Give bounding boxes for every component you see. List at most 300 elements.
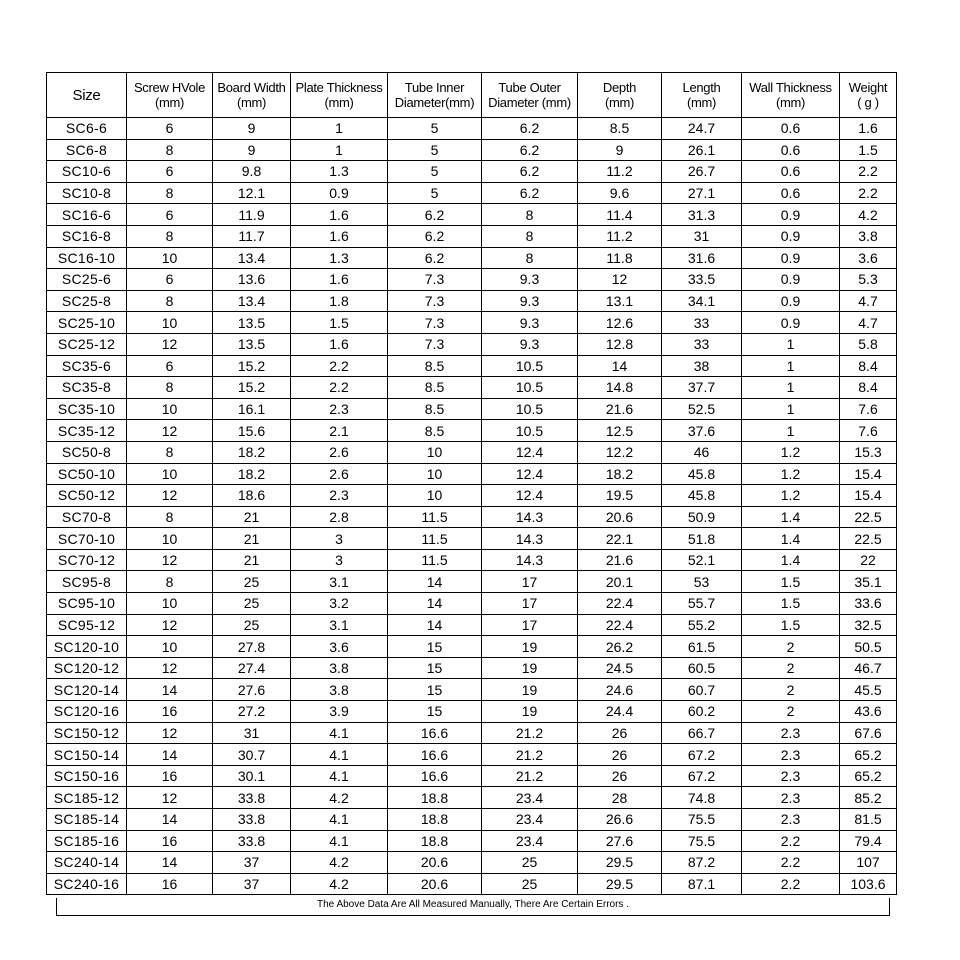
table-row: [47, 463, 897, 485]
table-cell: 74.8: [662, 787, 742, 809]
table-cell: 31.6: [662, 247, 742, 269]
table-row: [47, 722, 897, 744]
table-cell: 33: [662, 312, 742, 334]
column-header-line: (mm): [236, 95, 267, 110]
column-header: [578, 73, 662, 118]
table-cell: 6: [127, 269, 213, 291]
table-cell: 25: [213, 593, 291, 615]
table-cell: 67.2: [662, 744, 742, 766]
size-cell: SC185-16: [47, 830, 127, 852]
table-row: [47, 873, 897, 895]
table-cell: 0.9: [742, 204, 840, 226]
column-header-line: Diameter(mm): [394, 95, 475, 110]
table-cell: 12: [127, 485, 213, 507]
size-cell: SC6-8: [47, 139, 127, 161]
table-cell: 10.5: [482, 398, 578, 420]
table-cell: 10.5: [482, 420, 578, 442]
table-cell: 6: [127, 204, 213, 226]
table-cell: 3.8: [840, 225, 897, 247]
size-cell: SC185-14: [47, 809, 127, 831]
table-cell: 2.2: [840, 161, 897, 183]
table-cell: 27.6: [578, 830, 662, 852]
table-row: [47, 420, 897, 442]
table-cell: 2.3: [742, 722, 840, 744]
table-cell: 30.1: [213, 765, 291, 787]
table-cell: 15: [388, 636, 482, 658]
table-cell: 20.6: [578, 506, 662, 528]
table-cell: 37: [213, 873, 291, 895]
table-cell: 10: [127, 398, 213, 420]
table-cell: 18.2: [213, 463, 291, 485]
table-cell: 4.2: [291, 873, 388, 895]
table-cell: 14: [578, 355, 662, 377]
table-cell: 9.3: [482, 312, 578, 334]
table-cell: 10: [127, 312, 213, 334]
table-cell: 2.2: [291, 377, 388, 399]
table-cell: 33: [662, 333, 742, 355]
table-cell: 1: [291, 139, 388, 161]
table-cell: 11.5: [388, 506, 482, 528]
table-cell: 11.7: [213, 225, 291, 247]
table-cell: 9: [578, 139, 662, 161]
table-row: [47, 485, 897, 507]
table-cell: 1.6: [291, 269, 388, 291]
table-cell: 11.9: [213, 204, 291, 226]
table-cell: 87.2: [662, 852, 742, 874]
table-cell: 12: [127, 549, 213, 571]
table-cell: 4.1: [291, 765, 388, 787]
table-cell: 87.1: [662, 873, 742, 895]
table-cell: 12.4: [482, 441, 578, 463]
column-header-line: ( g ): [857, 95, 879, 110]
table-cell: 9.3: [482, 269, 578, 291]
table-cell: 9.8: [213, 161, 291, 183]
table-cell: 6.2: [388, 247, 482, 269]
table-cell: 8: [127, 225, 213, 247]
table-cell: 8: [482, 225, 578, 247]
table-cell: 45.5: [840, 679, 897, 701]
table-cell: 2.2: [742, 873, 840, 895]
size-cell: SC70-10: [47, 528, 127, 550]
table-cell: 1.3: [291, 161, 388, 183]
table-cell: 14: [388, 571, 482, 593]
table-cell: 50.9: [662, 506, 742, 528]
table-cell: 3: [291, 549, 388, 571]
table-cell: 22.1: [578, 528, 662, 550]
table-cell: 33.5: [662, 269, 742, 291]
table-row: [47, 161, 897, 183]
column-header: [47, 73, 127, 118]
table-cell: 0.6: [742, 139, 840, 161]
table-cell: 15.6: [213, 420, 291, 442]
table-cell: 3.6: [840, 247, 897, 269]
table-row: [47, 636, 897, 658]
table-cell: 14.8: [578, 377, 662, 399]
table-cell: 10: [388, 441, 482, 463]
table-cell: 1.2: [742, 485, 840, 507]
table-cell: 2.3: [742, 809, 840, 831]
table-row: [47, 204, 897, 226]
size-cell: SC50-8: [47, 441, 127, 463]
table-cell: 17: [482, 593, 578, 615]
table-cell: 13.5: [213, 333, 291, 355]
table-row: [47, 657, 897, 679]
table-cell: 1.5: [291, 312, 388, 334]
table-row: [47, 247, 897, 269]
table-cell: 33.8: [213, 830, 291, 852]
table-cell: 65.2: [840, 744, 897, 766]
table-body: [47, 118, 897, 895]
table-cell: 21.6: [578, 398, 662, 420]
table-cell: 15.2: [213, 355, 291, 377]
table-cell: 53: [662, 571, 742, 593]
table-cell: 3.2: [291, 593, 388, 615]
table-cell: 60.2: [662, 701, 742, 723]
table-row: [47, 571, 897, 593]
table-cell: 8: [482, 204, 578, 226]
table-cell: 45.8: [662, 463, 742, 485]
table-cell: 18.8: [388, 830, 482, 852]
table-cell: 0.9: [742, 312, 840, 334]
size-cell: SC50-12: [47, 485, 127, 507]
table-cell: 12: [127, 614, 213, 636]
size-cell: SC95-12: [47, 614, 127, 636]
table-cell: 19: [482, 701, 578, 723]
size-cell: SC35-6: [47, 355, 127, 377]
table-cell: 32.5: [840, 614, 897, 636]
table-cell: 61.5: [662, 636, 742, 658]
table-cell: 20.1: [578, 571, 662, 593]
table-cell: 7.6: [840, 420, 897, 442]
table-cell: 5: [388, 182, 482, 204]
table-cell: 107: [840, 852, 897, 874]
table-row: [47, 441, 897, 463]
size-cell: SC25-8: [47, 290, 127, 312]
table-cell: 2.3: [742, 765, 840, 787]
table-cell: 16: [127, 873, 213, 895]
table-row: [47, 765, 897, 787]
table-cell: 2.3: [291, 398, 388, 420]
table-cell: 23.4: [482, 787, 578, 809]
table-cell: 2.6: [291, 441, 388, 463]
table-cell: 1.6: [291, 225, 388, 247]
size-cell: SC120-14: [47, 679, 127, 701]
table-cell: 2: [742, 657, 840, 679]
table-cell: 11.4: [578, 204, 662, 226]
table-cell: 8.5: [388, 398, 482, 420]
table-row: [47, 312, 897, 334]
table-cell: 51.8: [662, 528, 742, 550]
column-header-line: Size: [72, 86, 101, 104]
table-cell: 6.2: [482, 182, 578, 204]
table-cell: 13.5: [213, 312, 291, 334]
table-cell: 0.9: [742, 290, 840, 312]
table-cell: 14: [127, 852, 213, 874]
table-cell: 19.5: [578, 485, 662, 507]
table-cell: 4.1: [291, 744, 388, 766]
table-cell: 4.2: [291, 787, 388, 809]
table-cell: 15: [388, 701, 482, 723]
table-cell: 9: [213, 139, 291, 161]
table-cell: 1.4: [742, 506, 840, 528]
column-header-line: (mm): [154, 95, 185, 110]
table-cell: 21: [213, 506, 291, 528]
column-header-line: Plate Thickness: [295, 80, 383, 95]
table-row: [47, 593, 897, 615]
table-cell: 3.8: [291, 679, 388, 701]
table-row: [47, 269, 897, 291]
table-cell: 37: [213, 852, 291, 874]
table-cell: 12: [578, 269, 662, 291]
table-cell: 12.5: [578, 420, 662, 442]
table-cell: 8: [127, 377, 213, 399]
table-cell: 4.2: [840, 204, 897, 226]
column-header: [482, 73, 578, 118]
table-cell: 24.4: [578, 701, 662, 723]
table-cell: 0.6: [742, 118, 840, 140]
size-cell: SC150-16: [47, 765, 127, 787]
table-cell: 46: [662, 441, 742, 463]
table-cell: 11.5: [388, 528, 482, 550]
table-row: [47, 528, 897, 550]
table-cell: 10.5: [482, 355, 578, 377]
table-cell: 23.4: [482, 830, 578, 852]
table-cell: 8: [482, 247, 578, 269]
table-cell: 2.2: [742, 852, 840, 874]
table-cell: 15.2: [213, 377, 291, 399]
column-header-line: Depth: [602, 80, 637, 95]
table-cell: 1.4: [742, 549, 840, 571]
table-row: [47, 139, 897, 161]
column-header-line: Board Width: [217, 80, 286, 95]
table-cell: 10: [388, 485, 482, 507]
table-cell: 23.4: [482, 809, 578, 831]
table-cell: 0.9: [742, 269, 840, 291]
table-cell: 1: [742, 398, 840, 420]
table-cell: 46.7: [840, 657, 897, 679]
table-cell: 6.2: [482, 161, 578, 183]
table-cell: 3.8: [291, 657, 388, 679]
size-cell: SC35-8: [47, 377, 127, 399]
table-cell: 14.3: [482, 528, 578, 550]
table-row: [47, 614, 897, 636]
size-cell: SC25-12: [47, 333, 127, 355]
size-cell: SC120-10: [47, 636, 127, 658]
table-cell: 22: [840, 549, 897, 571]
table-cell: 0.6: [742, 182, 840, 204]
table-cell: 5: [388, 161, 482, 183]
column-header: [742, 73, 840, 118]
table-cell: 65.2: [840, 765, 897, 787]
table-cell: 60.5: [662, 657, 742, 679]
table-cell: 5: [388, 139, 482, 161]
table-cell: 8.5: [578, 118, 662, 140]
table-cell: 6: [127, 118, 213, 140]
table-cell: 19: [482, 679, 578, 701]
size-cell: SC35-12: [47, 420, 127, 442]
table-cell: 1.2: [742, 463, 840, 485]
table-cell: 29.5: [578, 852, 662, 874]
table-cell: 25: [482, 852, 578, 874]
table-cell: 1.4: [742, 528, 840, 550]
table-cell: 25: [213, 571, 291, 593]
table-cell: 2.3: [742, 744, 840, 766]
table-cell: 17: [482, 614, 578, 636]
table-cell: 15.4: [840, 485, 897, 507]
table-cell: 1: [742, 355, 840, 377]
table-row: [47, 744, 897, 766]
table-cell: 8: [127, 139, 213, 161]
size-cell: SC6-6: [47, 118, 127, 140]
table-cell: 37.7: [662, 377, 742, 399]
table-cell: 1.5: [742, 571, 840, 593]
table-cell: 1.5: [742, 614, 840, 636]
table-cell: 0.9: [742, 247, 840, 269]
table-cell: 1.8: [291, 290, 388, 312]
table-cell: 6: [127, 161, 213, 183]
column-header-line: Screw HVole: [133, 80, 206, 95]
table-cell: 67.2: [662, 765, 742, 787]
table-cell: 16.6: [388, 765, 482, 787]
table-cell: 14: [127, 809, 213, 831]
table-cell: 26: [578, 722, 662, 744]
table-cell: 1: [742, 377, 840, 399]
table-cell: 0.6: [742, 161, 840, 183]
table-cell: 25: [482, 873, 578, 895]
table-cell: 75.5: [662, 809, 742, 831]
table-cell: 31: [213, 722, 291, 744]
table-row: [47, 398, 897, 420]
table-cell: 15.3: [840, 441, 897, 463]
table-cell: 27.8: [213, 636, 291, 658]
table-cell: 22.5: [840, 528, 897, 550]
table-cell: 4.1: [291, 809, 388, 831]
header-row: [47, 73, 897, 118]
footnote: The Above Data Are All Measured Manually, There Are Certain Errors .: [56, 898, 890, 916]
table-cell: 16: [127, 830, 213, 852]
table-cell: 3.1: [291, 571, 388, 593]
table-cell: 2: [742, 679, 840, 701]
spec-table: [46, 72, 897, 895]
table-cell: 34.1: [662, 290, 742, 312]
table-cell: 9.3: [482, 333, 578, 355]
table-cell: 21: [213, 528, 291, 550]
table-cell: 1.2: [742, 441, 840, 463]
size-cell: SC10-6: [47, 161, 127, 183]
table-cell: 12.6: [578, 312, 662, 334]
table-cell: 24.5: [578, 657, 662, 679]
table-cell: 1: [742, 333, 840, 355]
table-cell: 18.6: [213, 485, 291, 507]
table-cell: 12: [127, 722, 213, 744]
table-cell: 33.8: [213, 809, 291, 831]
table-cell: 21.2: [482, 722, 578, 744]
table-cell: 7.3: [388, 290, 482, 312]
table-cell: 10: [388, 463, 482, 485]
size-cell: SC70-8: [47, 506, 127, 528]
table-cell: 10: [127, 636, 213, 658]
size-cell: SC240-16: [47, 873, 127, 895]
table-cell: 10: [127, 247, 213, 269]
table-cell: 2.3: [291, 485, 388, 507]
table-cell: 6.2: [482, 139, 578, 161]
table-cell: 26: [578, 744, 662, 766]
table-cell: 67.6: [840, 722, 897, 744]
size-cell: SC10-8: [47, 182, 127, 204]
table-cell: 37.6: [662, 420, 742, 442]
size-cell: SC50-10: [47, 463, 127, 485]
table-cell: 5: [388, 118, 482, 140]
table-cell: 18.2: [213, 441, 291, 463]
table-cell: 18.2: [578, 463, 662, 485]
table-cell: 0.9: [291, 182, 388, 204]
table-cell: 8.5: [388, 355, 482, 377]
table-cell: 52.1: [662, 549, 742, 571]
table-cell: 8.4: [840, 377, 897, 399]
table-cell: 19: [482, 657, 578, 679]
table-cell: 6.2: [388, 204, 482, 226]
column-header: [388, 73, 482, 118]
table-cell: 1.6: [840, 118, 897, 140]
table-cell: 33.6: [840, 593, 897, 615]
table-cell: 31: [662, 225, 742, 247]
column-header-line: Diameter (mm): [488, 95, 571, 110]
size-cell: SC70-12: [47, 549, 127, 571]
table-row: [47, 830, 897, 852]
table-cell: 3.1: [291, 614, 388, 636]
table-cell: 9.6: [578, 182, 662, 204]
table-row: [47, 506, 897, 528]
table-row: [47, 377, 897, 399]
table-cell: 4.2: [291, 852, 388, 874]
table-cell: 9.3: [482, 290, 578, 312]
table-cell: 33.8: [213, 787, 291, 809]
column-header-line: Tube Outer: [498, 80, 561, 95]
table-cell: 8: [127, 571, 213, 593]
table-cell: 1.5: [840, 139, 897, 161]
table-cell: 75.5: [662, 830, 742, 852]
table-cell: 26.1: [662, 139, 742, 161]
table-cell: 22.5: [840, 506, 897, 528]
table-cell: 12.8: [578, 333, 662, 355]
table-cell: 3.6: [291, 636, 388, 658]
size-cell: SC95-10: [47, 593, 127, 615]
column-header-line: Tube Inner: [404, 80, 465, 95]
table-cell: 21.6: [578, 549, 662, 571]
column-header-line: (mm): [324, 95, 354, 110]
table-cell: 19: [482, 636, 578, 658]
table-cell: 2.2: [840, 182, 897, 204]
table-cell: 10.5: [482, 377, 578, 399]
table-cell: 81.5: [840, 809, 897, 831]
column-header-line: (mm): [775, 95, 806, 110]
table-cell: 8.5: [388, 377, 482, 399]
table-row: [47, 549, 897, 571]
table-cell: 10: [127, 528, 213, 550]
table-cell: 21.2: [482, 744, 578, 766]
table-cell: 20.6: [388, 873, 482, 895]
table-cell: 3.9: [291, 701, 388, 723]
table-cell: 2.2: [742, 830, 840, 852]
size-cell: SC95-8: [47, 571, 127, 593]
table-cell: 13.4: [213, 290, 291, 312]
table-cell: 4.1: [291, 830, 388, 852]
table-cell: 103.6: [840, 873, 897, 895]
table-cell: 2.3: [742, 787, 840, 809]
table-cell: 29.5: [578, 873, 662, 895]
table-cell: 2: [742, 701, 840, 723]
table-cell: 12: [127, 420, 213, 442]
